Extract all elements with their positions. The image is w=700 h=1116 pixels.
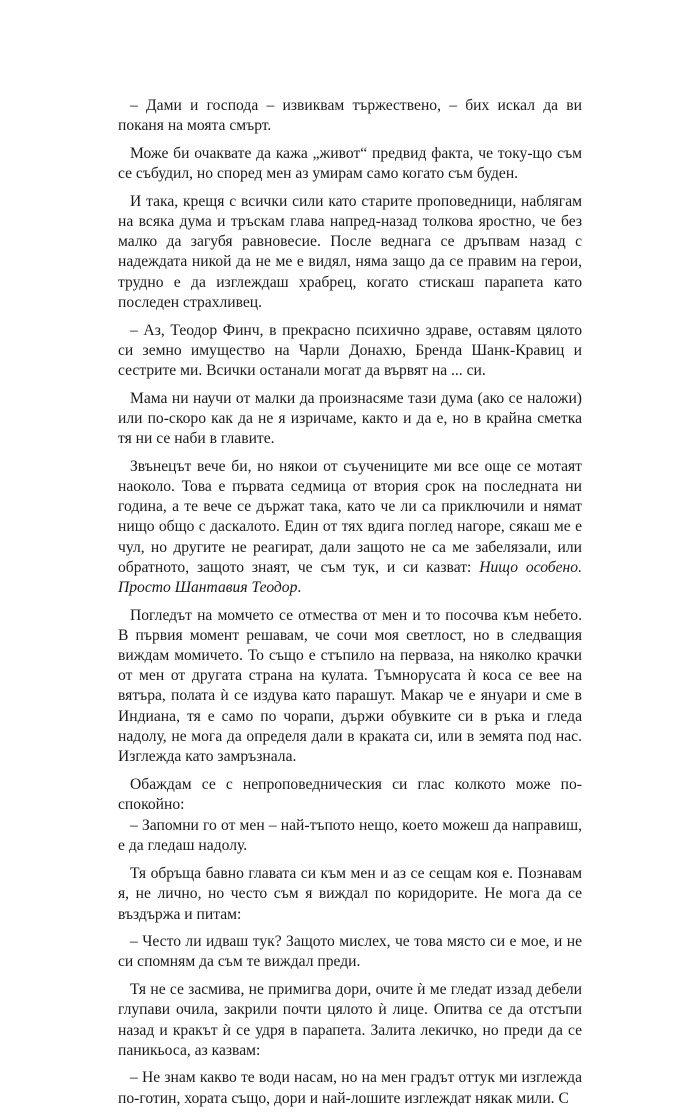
paragraph <box>118 775 582 815</box>
paragraph-text: – Често ли идваш тук? Защото мислех, че това място си е мое, и не си спомням да съм те виждал преди. <box>118 933 582 971</box>
paragraph <box>118 816 582 856</box>
paragraph-text: Обаждам се с непроповедническия си глас колкото може по-спокойно: <box>118 775 582 813</box>
page-text <box>118 96 582 1116</box>
paragraph-text: Тя обръща бавно главата си към мен и аз се сещам коя е. Познавам я, не лично, но често съм я виждал по коридорите. Не мога да се въздържа и питам: <box>118 865 582 923</box>
paragraph-text: Тя не се засмива, не примигва дори, очите ѝ ме гледат иззад дебели глупави очила, закрили почти цялото ѝ лице. Опитва се да отстъпи назад и кракът ѝ се удря в парапета. Залита лекичко, но преди да се паникьоса, аз казвам: <box>118 981 582 1059</box>
paragraph <box>118 932 582 972</box>
paragraph-text: – Дами и господа – извиквам тържествено, – бих искал да ви поканя на моята смърт. <box>118 97 582 135</box>
paragraph <box>118 457 582 598</box>
paragraph-text: Може би очаквате да кажа „живот“ предвид факта, че току-що съм се събудил, но според мен аз умирам само когато съм буден. <box>118 144 582 183</box>
paragraph <box>118 606 582 768</box>
paragraph <box>118 1068 582 1108</box>
paragraph-text: . <box>297 578 302 596</box>
paragraph <box>118 321 582 382</box>
paragraph-text: – Не знам какво те води насам, но на мен градът оттук ми изглежда по-готин, хората също, дори и най-лошите изглеждат някак мили. С <box>118 1069 582 1107</box>
paragraph <box>118 389 582 450</box>
paragraph-text: Мама ни научи от малки да произнасяме тази дума (ако се наложи) или по-скоро как да не я изричаме, както и да е, но в крайна сметка тя ни се наби в главите. <box>118 389 582 448</box>
paragraph <box>118 144 582 184</box>
paragraph <box>118 192 582 313</box>
paragraph <box>118 864 582 925</box>
italic-text: Нищо особено. Просто Шантавия Теодор <box>118 558 582 596</box>
paragraph-text: Погледът на момчето се отмества от мен и то посочва към небето. В първия момент решавам, че сочи моя светлост, но в следващия виждам момичето. То също е стъпило на перваза, на няколко крачки от мен от другата страна на кулата. Тъмнорусата ѝ коса се вее на вятъра, полата ѝ се издува като парашут. Макар че е януари и сме в Индиана, тя е само по чорапи, държи обувките си в ръка и гледа надолу, не мога да определя дали в краката си, или в земята под нас. Изглежда като замръзнала. <box>118 606 582 766</box>
paragraph-text: И така, крещя с всички сили като старите проповедници, наблягам на всяка дума и тръскам глава напред-назад толкова яростно, че без малко да загубя равновесие. После веднага се дръпвам назад с надеждата никой да не ме е видял, няма защо да се правим на герои, трудно е да изглеждаш храбрец, когато стискаш парапета като последен страхливец. <box>118 192 582 311</box>
paragraph-text: Звънецът вече би, но някои от съучениците ми все още се мотаят наоколо. Това е първата седмица от втория срок на последната ни година, а те вече се държат така, като че ли са приключили и нямат нищо общо с даскалото. Един от тях вдига поглед нагоре, сякаш ме е чул, но другите не реагират, дали защото не са ме забелязали, или обратното, защото знаят, че съм тук, и си казват: <box>118 457 582 576</box>
paragraph-text: – Запомни го от мен – най-тъпото нещо, което можеш да направиш, е да гледаш надолу. <box>118 817 582 855</box>
paragraph <box>118 96 582 136</box>
paragraph-text: – Аз, Теодор Финч, в прекрасно психично здраве, оставям цялото си земно имущество на Чарли Донахю, Бренда Шанк-Кравиц и сестрите ми. Всички останали могат да вървят на ... си. <box>118 321 582 379</box>
paragraph <box>118 980 582 1061</box>
